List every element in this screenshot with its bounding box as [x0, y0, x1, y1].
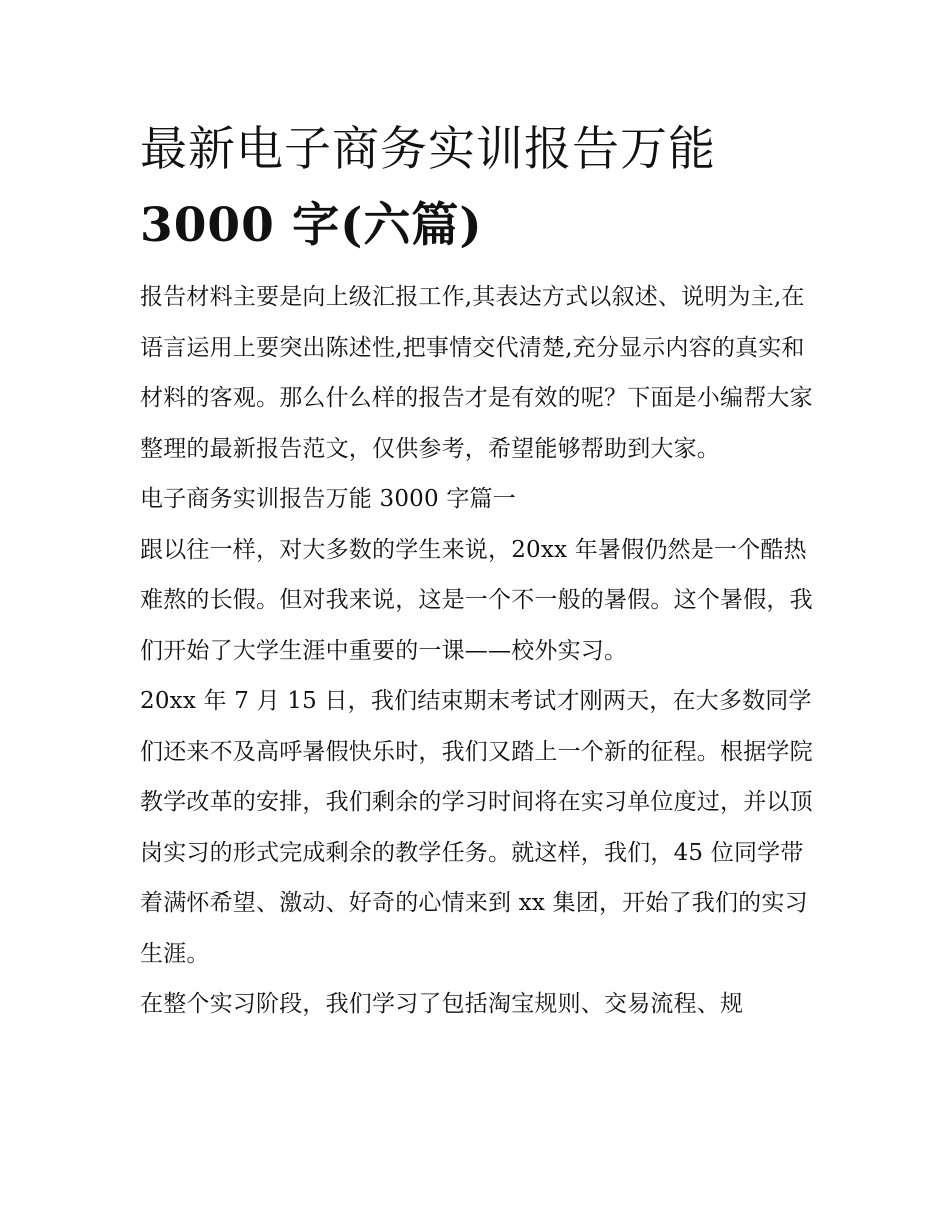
body-paragraph-1: 跟以往一样，对大多数的学生来说，20xx 年暑假仍然是一个酷热难熬的长假。但对我来说，这是一个不一般的暑假。这个暑假，我们开始了大学生涯中重要的一课——校外实习。: [140, 536, 813, 664]
body-paragraph-2: 20xx 年 7 月 15 日，我们结束期末考试才刚两天，在大多数同学们还来不及高呼暑假快乐时，我们又踏上一个新的征程。根据学院教学改革的安排，我们剩余的学习时间将在实习单位度过，并以顶岗实习的形式完成剩余的教学任务。就这样，我们，45 位同学带着满怀希望、激动、好奇的心情来到 xx 集团，开始了我们的实习生涯。: [140, 688, 813, 967]
title-line1: 最新电子商务实训报告万能: [140, 122, 716, 177]
body-paragraph-3: 在整个实习阶段，我们学习了包括淘宝规则、交易流程、规: [140, 991, 744, 1017]
title-suffix: 字(六篇): [274, 198, 483, 253]
document-page: [140, 112, 820, 1030]
title-number: 3000: [140, 198, 275, 253]
intro-paragraph: 报告材料主要是向上级汇报工作,其表达方式以叙述、说明为主,在语言运用上要突出陈述性,把事情交代清楚,充分显示内容的真实和材料的客观。那么什么样的报告才是有效的呢？下面是小编帮大家整理的最新报告范文，仅供参考，希望能够帮助到大家。: [140, 284, 813, 462]
section-heading: 电子商务实训报告万能 3000 字篇一: [140, 486, 516, 512]
document-title: [140, 112, 780, 264]
